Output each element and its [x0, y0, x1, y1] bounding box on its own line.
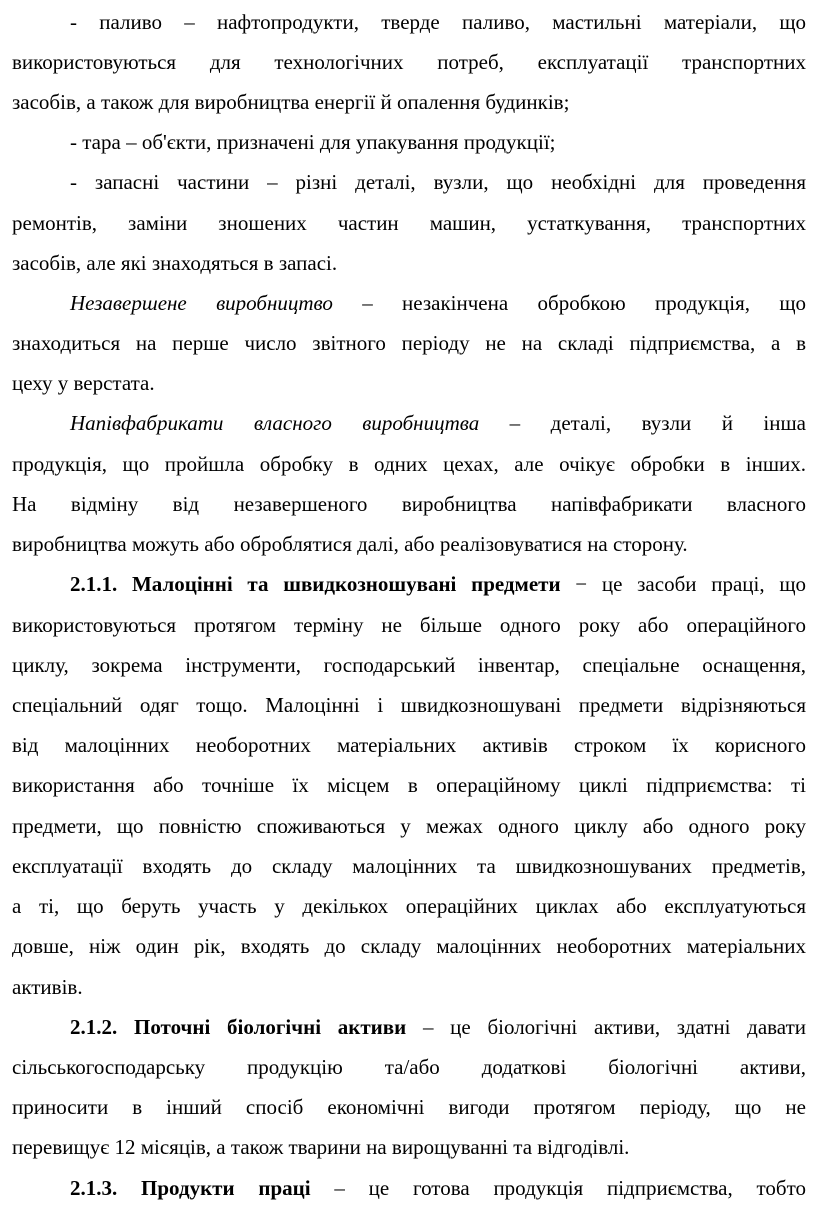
- text-line: перевищує 12 місяців, а також тварини на вирощуванні та відгодівлі.: [12, 1135, 630, 1159]
- section-2-1-1-definition: − це засоби праці, що: [560, 572, 806, 596]
- semi-paragraph-first-line: [12, 410, 806, 436]
- wip-term: Незавершене виробництво: [70, 291, 333, 315]
- text-line: активів.: [12, 975, 83, 999]
- section-2-1-1-first-line: [12, 571, 806, 597]
- text-line: знаходиться на перше число звітного періоду не на складі підприємства, а в: [12, 331, 806, 355]
- text-line: експлуатації входять до складу малоцінних та швидкозношуваних предметів,: [12, 854, 806, 878]
- section-2-1-1-heading: 2.1.1. Малоцінні та швидкозношувані предмети: [70, 572, 561, 596]
- text-line: - тара – об'єкти, призначені для упакування продукції;: [70, 130, 556, 154]
- text-line: засобів, але які знаходяться в запасі.: [12, 251, 338, 275]
- text-line: цеху у верстата.: [12, 371, 155, 395]
- text-line: - запасні частини – різні деталі, вузли, що необхідні для проведення: [70, 170, 806, 194]
- text-line: предмети, що повністю споживаються у межах одного циклу або одного року: [12, 814, 806, 838]
- text-line: використання або точніше їх місцем в операційному циклі підприємства: ті: [12, 773, 806, 797]
- text-line: використовуються для технологічних потреб, експлуатації транспортних: [12, 50, 806, 74]
- text-line: виробництва можуть або оброблятися далі, або реалізовуватися на сторону.: [12, 532, 688, 556]
- text-line: продукція, що пройшла обробку в одних цехах, але очікує обробки в інших.: [12, 452, 806, 476]
- section-2-1-2-first-line: [12, 1014, 806, 1040]
- text-line: використовуються протягом терміну не більше одного року або операційного: [12, 613, 806, 637]
- text-line: а ті, що беруть участь у декількох операційних циклах або експлуатуються: [12, 894, 806, 918]
- section-2-1-2-heading: 2.1.2. Поточні біологічні активи: [70, 1015, 407, 1039]
- text-line: засобів, а також для виробництва енергії й опалення будинків;: [12, 90, 570, 114]
- section-2-1-3-heading: 2.1.3. Продукти праці: [70, 1176, 311, 1200]
- text-line: циклу, зокрема інструменти, господарський інвентар, спеціальне оснащення,: [12, 653, 806, 677]
- wip-definition: – незакінчена обробкою продукція, що: [332, 291, 807, 315]
- wip-paragraph-first-line: [12, 290, 806, 316]
- text-line: спеціальний одяг тощо. Малоцінні і швидкозношувані предмети відрізняються: [12, 693, 806, 717]
- text-line: На відміну від незавершеного виробництва напівфабрикати власного: [12, 492, 806, 516]
- text-line: приносити в інший спосіб економічні вигоди протягом періоду, що не: [12, 1095, 806, 1119]
- text-line: ремонтів, заміни зношених частин машин, устаткування, транспортних: [12, 211, 806, 235]
- text-line: сільськогосподарську продукцію та/або додаткові біологічні активи,: [12, 1055, 806, 1079]
- text-line: - паливо – нафтопродукти, тверде паливо, мастильні матеріали, що: [70, 10, 806, 34]
- semi-definition: – деталі, вузли й інша: [479, 411, 806, 435]
- text-line: від малоцінних необоротних матеріальних активів строком їх корисного: [12, 733, 806, 757]
- section-2-1-3-first-line: [12, 1175, 806, 1201]
- section-2-1-2-definition: – це біологічні активи, здатні давати: [406, 1015, 806, 1039]
- text-line: довше, ніж один рік, входять до складу малоцінних необоротних матеріальних: [12, 934, 806, 958]
- section-2-1-3-definition: – це готова продукція підприємства, тобто: [310, 1176, 806, 1200]
- semi-term: Напівфабрикати власного виробництва: [70, 411, 480, 435]
